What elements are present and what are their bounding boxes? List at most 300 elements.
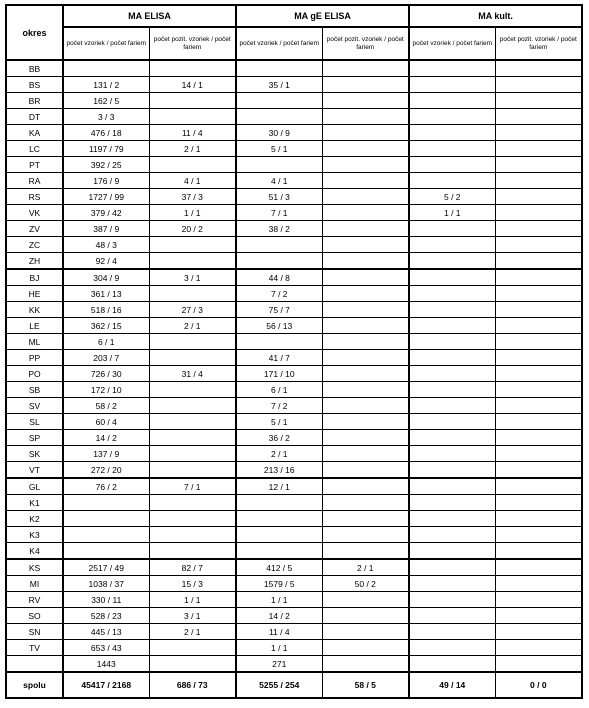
- okres-cell: ML: [6, 334, 63, 350]
- data-cell: [409, 462, 495, 479]
- data-cell: [322, 462, 409, 479]
- table-row: [6, 269, 582, 286]
- data-cell: 330 / 11: [63, 592, 149, 608]
- data-cell: 213 / 16: [236, 462, 322, 479]
- data-cell: [322, 141, 409, 157]
- data-cell: 653 / 43: [63, 640, 149, 656]
- data-cell: [409, 366, 495, 382]
- data-cell: [322, 269, 409, 286]
- okres-cell: BS: [6, 77, 63, 93]
- data-cell: [409, 511, 495, 527]
- data-cell: [322, 189, 409, 205]
- data-cell: [322, 302, 409, 318]
- okres-cell: K2: [6, 511, 63, 527]
- table-body: [6, 60, 582, 672]
- okres-cell: BB: [6, 60, 63, 77]
- data-cell: 1727 / 99: [63, 189, 149, 205]
- data-cell: [236, 511, 322, 527]
- data-cell: [495, 318, 582, 334]
- data-cell: [495, 286, 582, 302]
- okres-cell: K3: [6, 527, 63, 543]
- data-cell: [322, 237, 409, 253]
- table-row: [6, 478, 582, 495]
- data-cell: [409, 576, 495, 592]
- total-label: spolu: [6, 672, 63, 698]
- data-cell: [495, 60, 582, 77]
- header-sub-samples: počet vzoriek / počet fariem: [236, 27, 322, 60]
- data-cell: [236, 109, 322, 125]
- data-cell: [409, 157, 495, 173]
- data-cell: 31 / 4: [149, 366, 236, 382]
- data-cell: [322, 318, 409, 334]
- okres-cell: SO: [6, 608, 63, 624]
- table-row: [6, 559, 582, 576]
- table-row: [6, 173, 582, 189]
- header-okres: okres: [6, 5, 63, 60]
- data-cell: [322, 478, 409, 495]
- data-cell: 30 / 9: [236, 125, 322, 141]
- okres-cell: KS: [6, 559, 63, 576]
- data-cell: 362 / 15: [63, 318, 149, 334]
- table-row: [6, 576, 582, 592]
- data-cell: 3 / 1: [149, 608, 236, 624]
- total-cell: 5255 / 254: [236, 672, 322, 698]
- data-cell: [495, 495, 582, 511]
- data-cell: 38 / 2: [236, 221, 322, 237]
- data-cell: [409, 430, 495, 446]
- table-row: [6, 189, 582, 205]
- data-cell: [322, 157, 409, 173]
- okres-cell: LE: [6, 318, 63, 334]
- header-sub-samples: počet vzoriek / počet fariem: [409, 27, 495, 60]
- data-cell: [149, 398, 236, 414]
- data-cell: [236, 157, 322, 173]
- okres-cell: VT: [6, 462, 63, 479]
- data-cell: [322, 125, 409, 141]
- data-cell: 1038 / 37: [63, 576, 149, 592]
- data-cell: [495, 334, 582, 350]
- data-cell: 7 / 1: [236, 205, 322, 221]
- total-cell: 686 / 73: [149, 672, 236, 698]
- table-row: [6, 398, 582, 414]
- data-cell: [495, 125, 582, 141]
- data-cell: [322, 77, 409, 93]
- data-cell: [409, 608, 495, 624]
- data-cell: 36 / 2: [236, 430, 322, 446]
- data-cell: [149, 60, 236, 77]
- okres-cell: GL: [6, 478, 63, 495]
- header-sub-positive: počet pozit. vzoriek / počet fariem: [149, 27, 236, 60]
- data-cell: [322, 608, 409, 624]
- data-cell: [322, 446, 409, 462]
- data-cell: [149, 430, 236, 446]
- data-cell: 56 / 13: [236, 318, 322, 334]
- data-cell: [495, 398, 582, 414]
- data-cell: 171 / 10: [236, 366, 322, 382]
- data-cell: [149, 350, 236, 366]
- data-cell: [495, 237, 582, 253]
- okres-cell: ZH: [6, 253, 63, 270]
- data-cell: [63, 60, 149, 77]
- data-cell: [409, 350, 495, 366]
- data-cell: [409, 495, 495, 511]
- table-row: [6, 608, 582, 624]
- data-cell: 2 / 1: [236, 446, 322, 462]
- header-group-ma-kult: MA kult.: [409, 5, 582, 27]
- data-cell: 387 / 9: [63, 221, 149, 237]
- data-cell: [409, 624, 495, 640]
- data-cell: [149, 93, 236, 109]
- data-cell: [322, 334, 409, 350]
- okres-cell: PP: [6, 350, 63, 366]
- data-cell: [409, 318, 495, 334]
- table-row: [6, 414, 582, 430]
- data-cell: 203 / 7: [63, 350, 149, 366]
- data-cell: 1 / 1: [236, 592, 322, 608]
- data-cell: [409, 302, 495, 318]
- data-cell: [495, 462, 582, 479]
- data-cell: 12 / 1: [236, 478, 322, 495]
- table-row: [6, 302, 582, 318]
- data-cell: [495, 592, 582, 608]
- okres-cell: PO: [6, 366, 63, 382]
- data-cell: [149, 286, 236, 302]
- data-cell: [495, 93, 582, 109]
- table-row: [6, 205, 582, 221]
- header-sub-positive: počet pozit. vzoriek / počet fariem: [495, 27, 582, 60]
- data-cell: 14 / 2: [63, 430, 149, 446]
- data-cell: 58 / 2: [63, 398, 149, 414]
- data-cell: 75 / 7: [236, 302, 322, 318]
- header-sub-positive: počet pozit. vzoriek / počet fariem: [322, 27, 409, 60]
- data-cell: 6 / 1: [63, 334, 149, 350]
- header-row-sub: [6, 27, 582, 60]
- data-cell: [409, 414, 495, 430]
- data-cell: 76 / 2: [63, 478, 149, 495]
- data-cell: [322, 205, 409, 221]
- data-cell: [409, 656, 495, 673]
- data-cell: [149, 543, 236, 560]
- data-cell: [322, 253, 409, 270]
- data-cell: 1443: [63, 656, 149, 673]
- table-row: [6, 495, 582, 511]
- table-row: [6, 141, 582, 157]
- data-cell: [495, 141, 582, 157]
- okres-cell: SB: [6, 382, 63, 398]
- data-cell: [236, 543, 322, 560]
- table-row: [6, 656, 582, 673]
- data-cell: [495, 189, 582, 205]
- data-cell: [495, 205, 582, 221]
- okres-cell: [6, 656, 63, 673]
- data-cell: [63, 543, 149, 560]
- data-cell: [495, 624, 582, 640]
- table-row: [6, 430, 582, 446]
- data-cell: 3 / 1: [149, 269, 236, 286]
- data-cell: [409, 286, 495, 302]
- data-cell: 7 / 2: [236, 286, 322, 302]
- okres-cell: RA: [6, 173, 63, 189]
- data-cell: [495, 302, 582, 318]
- table-row: [6, 624, 582, 640]
- data-cell: [322, 366, 409, 382]
- data-cell: 412 / 5: [236, 559, 322, 576]
- table-row: [6, 109, 582, 125]
- data-cell: [63, 511, 149, 527]
- data-cell: [322, 93, 409, 109]
- data-cell: [409, 382, 495, 398]
- data-cell: [236, 495, 322, 511]
- data-cell: [409, 334, 495, 350]
- data-cell: [495, 366, 582, 382]
- data-cell: [409, 559, 495, 576]
- data-cell: 2 / 1: [149, 624, 236, 640]
- data-cell: [149, 109, 236, 125]
- okres-cell: HE: [6, 286, 63, 302]
- data-cell: [495, 77, 582, 93]
- data-cell: 7 / 1: [149, 478, 236, 495]
- data-cell: 14 / 1: [149, 77, 236, 93]
- data-cell: 82 / 7: [149, 559, 236, 576]
- data-cell: [322, 173, 409, 189]
- okres-cell: K4: [6, 543, 63, 560]
- data-cell: [495, 527, 582, 543]
- data-cell: 271: [236, 656, 322, 673]
- okres-cell: KA: [6, 125, 63, 141]
- header-group-ma-elisa: MA ELISA: [63, 5, 236, 27]
- data-cell: 50 / 2: [322, 576, 409, 592]
- data-cell: [322, 382, 409, 398]
- table-row: [6, 446, 582, 462]
- data-cell: 5 / 2: [409, 189, 495, 205]
- data-cell: 131 / 2: [63, 77, 149, 93]
- data-cell: 15 / 3: [149, 576, 236, 592]
- data-cell: [149, 640, 236, 656]
- data-cell: [495, 608, 582, 624]
- data-cell: [149, 446, 236, 462]
- data-cell: [409, 478, 495, 495]
- data-cell: 2517 / 49: [63, 559, 149, 576]
- okres-cell: SV: [6, 398, 63, 414]
- data-cell: 1 / 1: [149, 205, 236, 221]
- data-cell: 7 / 2: [236, 398, 322, 414]
- data-cell: 37 / 3: [149, 189, 236, 205]
- data-cell: 445 / 13: [63, 624, 149, 640]
- data-cell: 41 / 7: [236, 350, 322, 366]
- data-cell: [322, 592, 409, 608]
- table-row: [6, 382, 582, 398]
- data-cell: 2 / 1: [149, 318, 236, 334]
- data-cell: 27 / 3: [149, 302, 236, 318]
- data-cell: [495, 109, 582, 125]
- table-row: [6, 237, 582, 253]
- okres-cell: SL: [6, 414, 63, 430]
- data-cell: [322, 543, 409, 560]
- data-cell: [322, 430, 409, 446]
- table-row: [6, 77, 582, 93]
- data-cell: 20 / 2: [149, 221, 236, 237]
- data-cell: [322, 495, 409, 511]
- table-row: [6, 592, 582, 608]
- okres-cell: VK: [6, 205, 63, 221]
- data-cell: 176 / 9: [63, 173, 149, 189]
- data-cell: 6 / 1: [236, 382, 322, 398]
- data-cell: [149, 656, 236, 673]
- table-row: [6, 253, 582, 270]
- data-cell: 137 / 9: [63, 446, 149, 462]
- data-cell: 1579 / 5: [236, 576, 322, 592]
- data-cell: 2 / 1: [149, 141, 236, 157]
- data-cell: [63, 495, 149, 511]
- total-cell: 58 / 5: [322, 672, 409, 698]
- data-cell: 5 / 1: [236, 141, 322, 157]
- data-cell: [409, 237, 495, 253]
- data-cell: 44 / 8: [236, 269, 322, 286]
- data-cell: 5 / 1: [236, 414, 322, 430]
- data-cell: [409, 592, 495, 608]
- data-cell: [495, 576, 582, 592]
- data-cell: [236, 60, 322, 77]
- data-cell: 4 / 1: [236, 173, 322, 189]
- data-cell: [409, 173, 495, 189]
- okres-cell: SK: [6, 446, 63, 462]
- table-row: [6, 286, 582, 302]
- okres-cell: MI: [6, 576, 63, 592]
- header-row-groups: [6, 5, 582, 27]
- table-row: [6, 334, 582, 350]
- data-cell: 4 / 1: [149, 173, 236, 189]
- data-cell: 172 / 10: [63, 382, 149, 398]
- data-cell: 392 / 25: [63, 157, 149, 173]
- data-cell: 528 / 23: [63, 608, 149, 624]
- data-cell: [322, 656, 409, 673]
- data-cell: [409, 527, 495, 543]
- data-cell: 1 / 1: [236, 640, 322, 656]
- data-cell: [409, 77, 495, 93]
- data-cell: [149, 414, 236, 430]
- data-cell: [495, 559, 582, 576]
- total-cell: 49 / 14: [409, 672, 495, 698]
- table-row: [6, 350, 582, 366]
- data-cell: [149, 157, 236, 173]
- data-cell: 3 / 3: [63, 109, 149, 125]
- data-cell: [495, 656, 582, 673]
- data-cell: [322, 60, 409, 77]
- okres-cell: K1: [6, 495, 63, 511]
- data-cell: [322, 624, 409, 640]
- results-table-container: [5, 4, 582, 699]
- data-cell: [409, 60, 495, 77]
- data-cell: [409, 640, 495, 656]
- data-cell: [63, 527, 149, 543]
- data-cell: [322, 350, 409, 366]
- data-cell: [495, 478, 582, 495]
- table-row: [6, 366, 582, 382]
- data-cell: [149, 334, 236, 350]
- data-cell: 1197 / 79: [63, 141, 149, 157]
- data-cell: [495, 640, 582, 656]
- data-cell: [409, 269, 495, 286]
- okres-cell: BR: [6, 93, 63, 109]
- data-cell: [149, 511, 236, 527]
- data-cell: [322, 221, 409, 237]
- data-cell: [495, 269, 582, 286]
- table-row: [6, 318, 582, 334]
- data-cell: [322, 286, 409, 302]
- okres-cell: PT: [6, 157, 63, 173]
- data-cell: [409, 221, 495, 237]
- data-cell: [495, 430, 582, 446]
- data-cell: [322, 109, 409, 125]
- table-row: [6, 543, 582, 560]
- okres-cell: DT: [6, 109, 63, 125]
- data-cell: [495, 382, 582, 398]
- data-cell: [149, 527, 236, 543]
- data-cell: 518 / 16: [63, 302, 149, 318]
- data-cell: [409, 253, 495, 270]
- data-cell: 14 / 2: [236, 608, 322, 624]
- data-cell: 476 / 18: [63, 125, 149, 141]
- data-cell: [495, 173, 582, 189]
- total-cell: 45417 / 2168: [63, 672, 149, 698]
- header-group-ma-ge-elisa: MA gE ELISA: [236, 5, 409, 27]
- data-cell: 1 / 1: [149, 592, 236, 608]
- data-cell: [495, 414, 582, 430]
- table-row: [6, 221, 582, 237]
- okres-cell: SP: [6, 430, 63, 446]
- data-cell: [409, 543, 495, 560]
- data-cell: [409, 446, 495, 462]
- data-cell: 162 / 5: [63, 93, 149, 109]
- data-cell: [322, 398, 409, 414]
- data-cell: 361 / 13: [63, 286, 149, 302]
- data-cell: [409, 93, 495, 109]
- data-cell: 379 / 42: [63, 205, 149, 221]
- data-cell: [149, 253, 236, 270]
- data-cell: [236, 527, 322, 543]
- data-cell: 48 / 3: [63, 237, 149, 253]
- total-cell: 0 / 0: [495, 672, 582, 698]
- data-cell: [409, 109, 495, 125]
- data-cell: [149, 462, 236, 479]
- data-cell: [236, 237, 322, 253]
- table-row: [6, 527, 582, 543]
- table-row: [6, 157, 582, 173]
- data-cell: 51 / 3: [236, 189, 322, 205]
- data-cell: 60 / 4: [63, 414, 149, 430]
- table-row: [6, 60, 582, 77]
- data-cell: [322, 640, 409, 656]
- data-cell: 726 / 30: [63, 366, 149, 382]
- data-cell: [495, 253, 582, 270]
- data-cell: [322, 414, 409, 430]
- data-cell: 35 / 1: [236, 77, 322, 93]
- data-cell: 272 / 20: [63, 462, 149, 479]
- okres-cell: ZV: [6, 221, 63, 237]
- data-cell: [409, 398, 495, 414]
- data-cell: [495, 221, 582, 237]
- results-table: [5, 4, 583, 699]
- data-cell: [409, 125, 495, 141]
- okres-cell: TV: [6, 640, 63, 656]
- data-cell: [495, 157, 582, 173]
- header-sub-samples: počet vzoriek / počet fariem: [63, 27, 149, 60]
- table-row: [6, 93, 582, 109]
- data-cell: 11 / 4: [236, 624, 322, 640]
- data-cell: 1 / 1: [409, 205, 495, 221]
- okres-cell: SN: [6, 624, 63, 640]
- okres-cell: RV: [6, 592, 63, 608]
